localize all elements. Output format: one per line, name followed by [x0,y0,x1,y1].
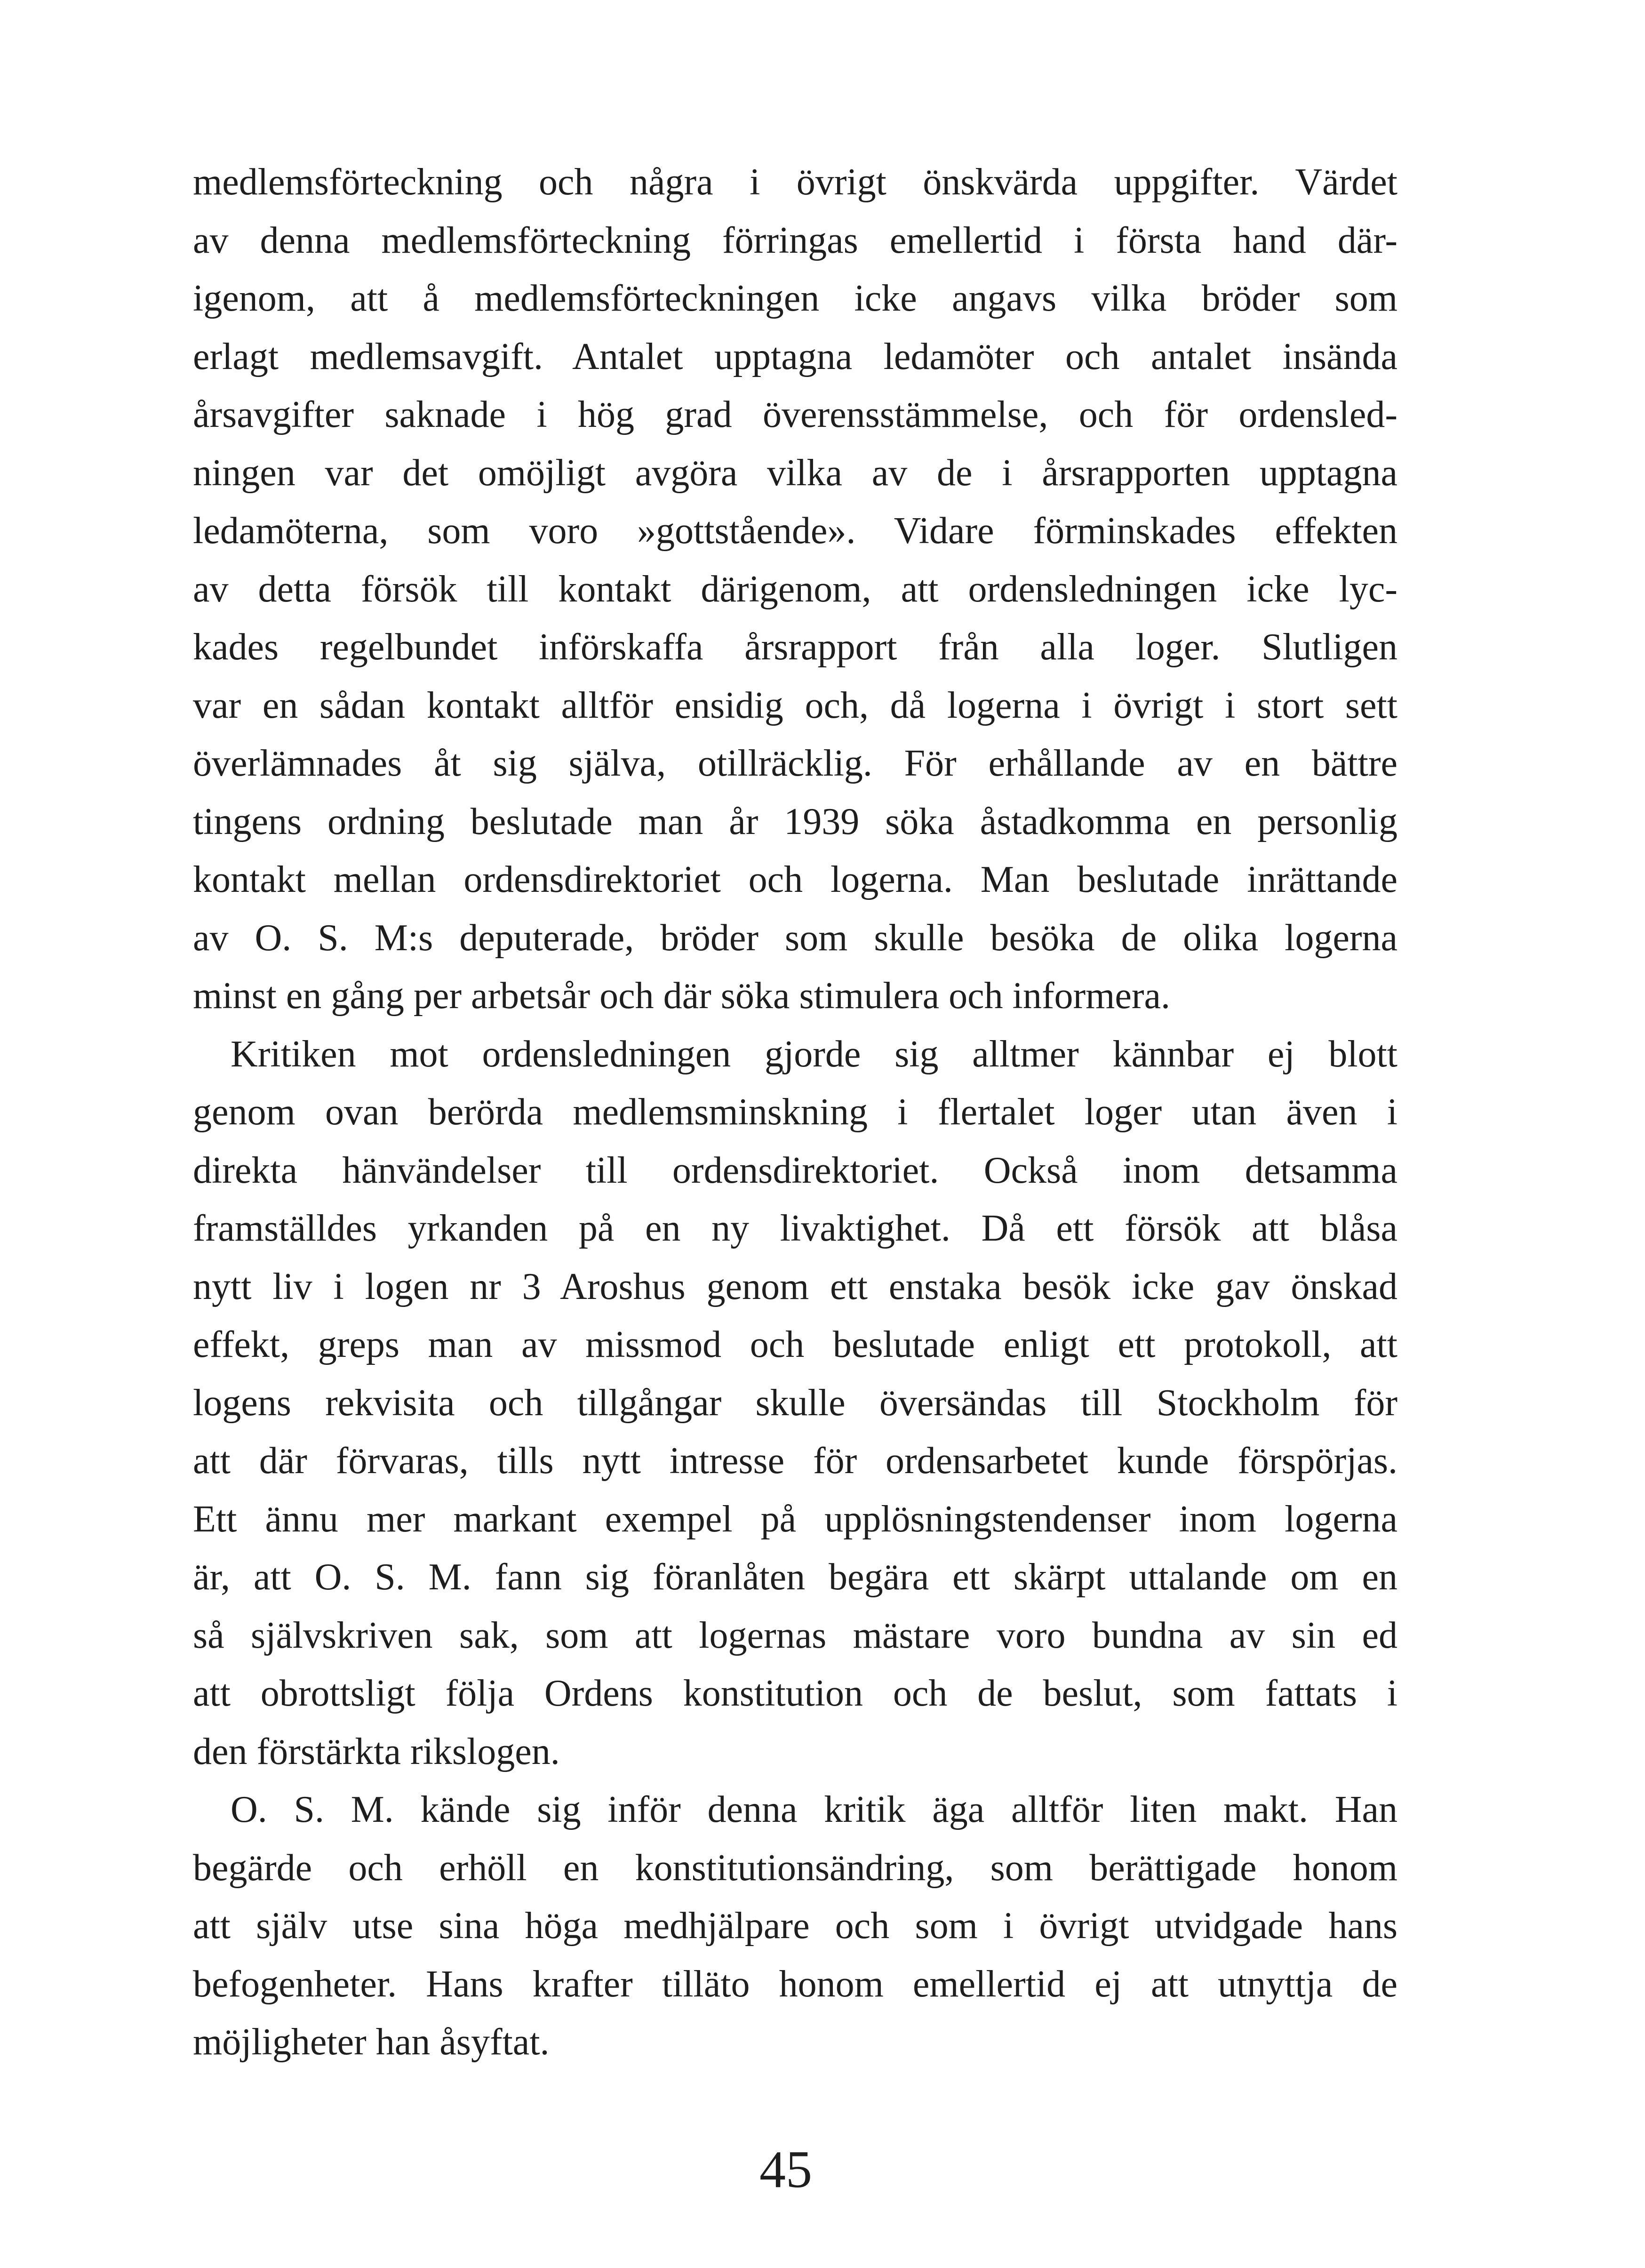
text-line: så självskriven sak, som att logernas mästare voro bundna av sin ed [193,1614,1397,1656]
paragraph-end-line: den förstärkta rikslogen. [193,1731,560,1772]
text-line: genom ovan berörda medlemsminskning i flertalet loger utan även i [193,1091,1397,1133]
text-line: var en sådan kontakt alltför ensidig och, då logerna i övrigt i stort sett [193,684,1397,726]
text-line: kades regelbundet införskaffa årsrapport från alla loger. Slutligen [193,626,1397,668]
text-line: av O. S. M:s deputerade, bröder som skulle besöka de olika logerna [193,917,1397,959]
text-line: medlemsförteckning och några i övrigt önskvärda uppgifter. Värdet [193,161,1397,203]
text-line: ningen var det omöjligt avgöra vilka av de i årsrapporten upptagna [193,452,1397,494]
text-line: tingens ordning beslutade man år 1939 söka åstadkomma en personlig [193,801,1397,842]
text-line: nytt liv i logen nr 3 Aroshus genom ett enstaka besök icke gav önskad [193,1266,1397,1307]
page-number: 45 [759,2140,812,2199]
paragraph-start-line: Kritiken mot ordensledningen gjorde sig alltmer kännbar ej blott [231,1033,1397,1075]
text-line: direkta hänvändelser till ordensdirektoriet. Också inom detsamma [193,1149,1397,1191]
text-line: att själv utse sina höga medhjälpare och som i övrigt utvidgade hans [193,1905,1397,1947]
text-line: kontakt mellan ordensdirektoriet och logerna. Man beslutade inrättande [193,859,1397,900]
text-line: effekt, greps man av missmod och beslutade enligt ett protokoll, att [193,1324,1397,1365]
text-line: är, att O. S. M. fann sig föranlåten begära ett skärpt uttalande om en [193,1556,1397,1598]
text-line: att där förvaras, tills nytt intresse för ordensarbetet kunde förspörjas. [193,1440,1397,1482]
text-line: ledamöterna, som voro »gottstående». Vidare förminskades effekten [193,510,1397,552]
text-line: överlämnades åt sig själva, otillräcklig. För erhållande av en bättre [193,743,1397,784]
body-text [193,153,1397,2072]
paragraph-end-line: minst en gång per arbetsår och där söka stimulera och informera. [193,975,1171,1017]
text-line: Ett ännu mer markant exempel på upplösningstendenser inom logerna [193,1498,1397,1540]
paragraph-end-line: möjligheter han åsyftat. [193,2021,550,2063]
text-line: av detta försök till kontakt därigenom, att ordensledningen icke lyc- [193,568,1397,610]
text-line: årsavgifter saknade i hög grad överensstämmelse, och för ordensled- [193,394,1397,435]
text-line: att obrottsligt följa Ordens konstitution och de beslut, som fattats i [193,1673,1397,1714]
text-line: av denna medlemsförteckning förringas emellertid i första hand där- [193,219,1397,261]
text-line: erlagt medlemsavgift. Antalet upptagna ledamöter och antalet insända [193,336,1397,377]
text-line: framställdes yrkanden på en ny livaktighet. Då ett försök att blåsa [193,1208,1397,1249]
text-line: begärde och erhöll en konstitutionsändring, som berättigade honom [193,1847,1397,1889]
text-line: logens rekvisita och tillgångar skulle översändas till Stockholm för [193,1382,1397,1424]
text-line: befogenheter. Hans krafter tilläto honom emellertid ej att utnyttja de [193,1963,1397,2005]
text-line: igenom, att å medlemsförteckningen icke angavs vilka bröder som [193,278,1397,319]
paragraph-start-line: O. S. M. kände sig inför denna kritik äga alltför liten makt. Han [231,1789,1397,1830]
